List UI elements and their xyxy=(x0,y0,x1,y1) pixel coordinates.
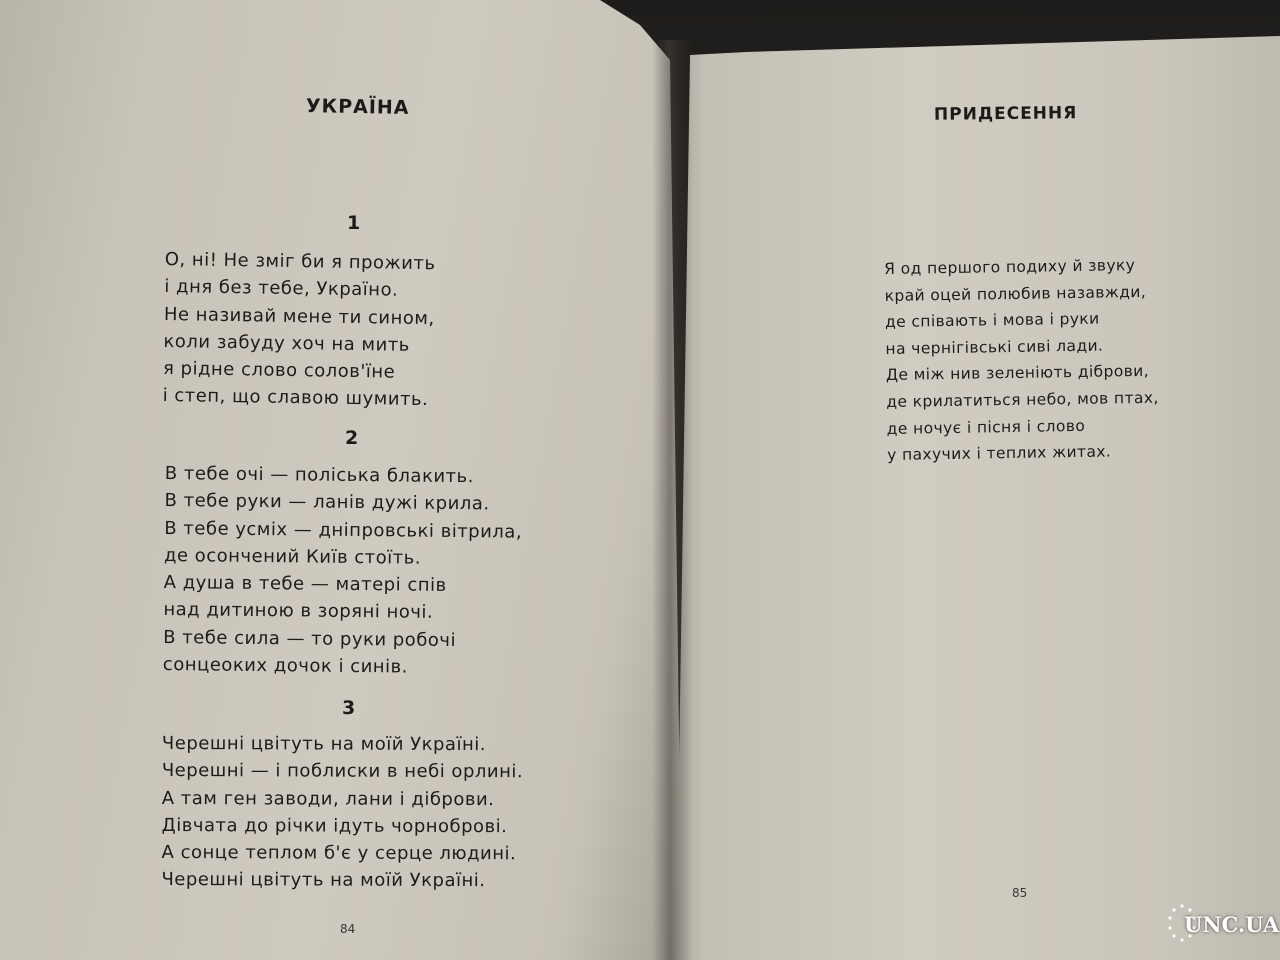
poem-line: де ночує і пісня і слово xyxy=(886,416,1086,438)
poem-line: де крилатиться небо, мов птах, xyxy=(886,388,1159,411)
stanza-line: сонцеоких дочок і синів. xyxy=(162,654,409,678)
left-page-title: УКРАЇНА xyxy=(305,95,410,119)
poem-line: край оцей полюбив назавжди, xyxy=(884,282,1147,305)
stanza-line: Черешні цвітуть на моїй Україні. xyxy=(161,733,487,756)
stanza-line: і дня без тебе, Україно. xyxy=(164,276,399,301)
right-page-title: ПРИДЕСЕННЯ xyxy=(933,103,1078,125)
right-poem xyxy=(884,252,1160,469)
stanza-line: В тебе руки — ланів дужі крила. xyxy=(164,490,490,515)
stanza-line: де осончений Київ стоїть. xyxy=(163,544,422,569)
stanza-3 xyxy=(161,730,523,895)
stanza-line: над дитиною в зоряні ночі. xyxy=(163,599,434,624)
stanza-1-number: 1 xyxy=(347,212,361,234)
stanza-line: В тебе сила — то руки робочі xyxy=(163,626,457,651)
stanza-1 xyxy=(162,246,435,414)
stanza-line: коли забуду хоч на мить xyxy=(163,330,411,356)
stanza-2 xyxy=(163,460,523,682)
stanza-line: Не називай мене ти сином, xyxy=(163,303,435,329)
stanza-line: Дівчата до річки ідуть чорноброві. xyxy=(161,814,508,838)
stanza-line: я рідне слово солов'їне xyxy=(162,358,396,383)
poem-line: на чернігівські сиві лади. xyxy=(885,336,1104,358)
stanza-line: Черешні — і поблиски в небі орлині. xyxy=(161,760,524,783)
stanza-line: В тебе очі — поліська блакить. xyxy=(164,462,475,488)
stanza-line: А там ген заводи, лани і діброви. xyxy=(161,787,495,810)
poem-line: Я од першого подиху й звуку xyxy=(884,256,1136,278)
poem-line: у пахучих і теплих житах. xyxy=(886,442,1112,465)
stanza-line: О, ні! Не зміг би я прожить xyxy=(164,248,436,275)
stanza-line: В тебе усміх — дніпровські вітрила, xyxy=(164,517,523,543)
poem-line: де співають і мова і руки xyxy=(884,309,1100,332)
stanza-line: А душа в тебе — матері спів xyxy=(163,572,447,597)
poem-line: Де між нив зеленіють діброви, xyxy=(885,362,1150,385)
watermark-text: UNC.UA xyxy=(1184,912,1280,937)
left-page-number: 84 xyxy=(340,922,356,936)
stanza-3-number: 3 xyxy=(342,697,356,719)
stanza-line: і степ, що славою шумить. xyxy=(162,385,429,411)
right-page xyxy=(666,0,1280,960)
stanza-line: А сонце теплом б'є у серце людині. xyxy=(161,842,517,865)
book-gutter xyxy=(652,40,692,960)
right-page-number: 85 xyxy=(1012,886,1028,900)
stanza-2-number: 2 xyxy=(345,427,359,449)
stanza-line: Черешні цвітуть на моїй Україні. xyxy=(161,869,486,892)
